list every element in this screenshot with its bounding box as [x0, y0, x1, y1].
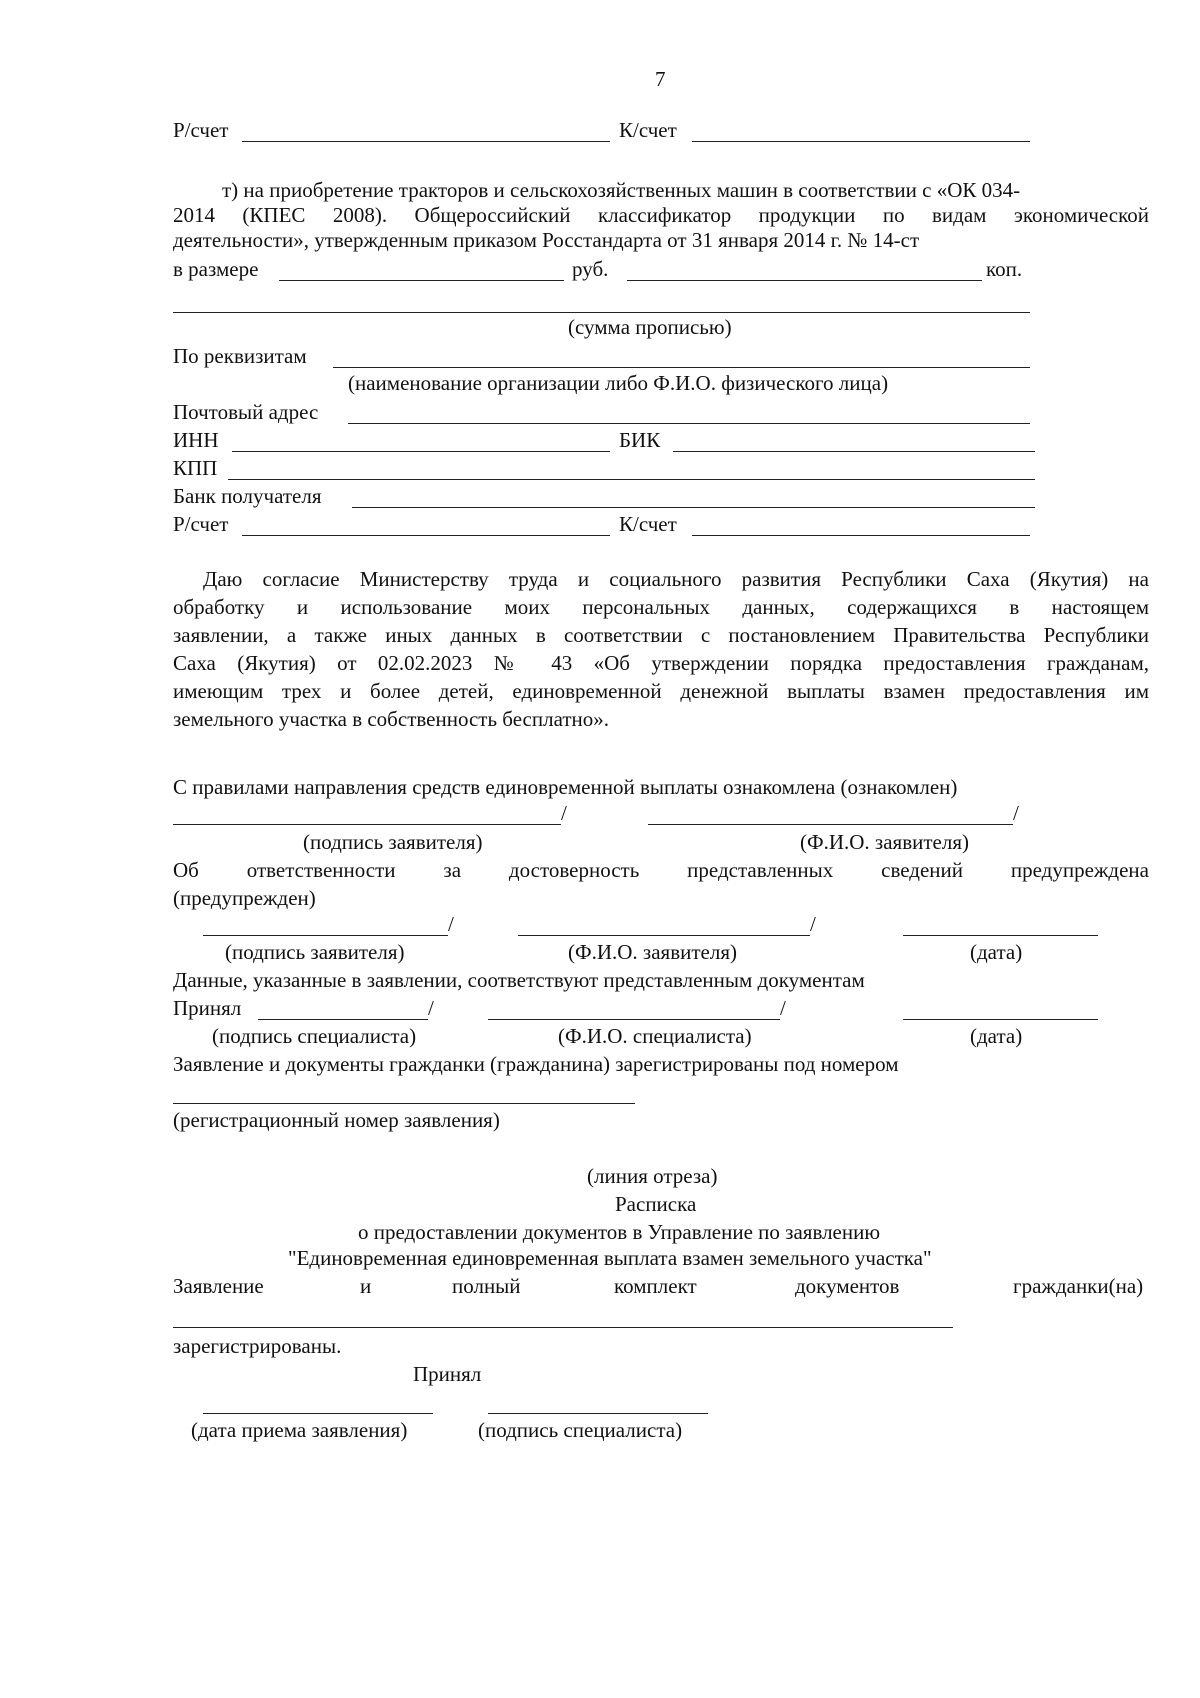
accepted-fio-caption: (Ф.И.О. специалиста) — [558, 1024, 752, 1048]
accepted-signature-caption: (подпись специалиста) — [212, 1024, 417, 1048]
resp-line1: Об ответственности за достоверность представленных сведений предупреждена — [173, 858, 1149, 882]
accepted-prinyal: Принял — [173, 996, 242, 1020]
amount-kop-field — [627, 280, 982, 281]
resp-date-caption: (дата) — [970, 940, 1023, 964]
consent-line4: Саха (Якутия) от 02.02.2023 № 43 «Об утверждении порядка предоставления гражданам, — [173, 651, 1149, 675]
resp-line2: (предупрежден) — [173, 886, 316, 910]
accepted-slash-1: / — [428, 996, 434, 1020]
ks-field — [692, 535, 1030, 536]
consent-line5: имеющим трех и более детей, единовременной денежной выплаты взамен предоставления им — [173, 679, 1149, 703]
sum-words-field — [173, 312, 1030, 313]
receipt-word-5: документов — [795, 1274, 900, 1298]
resp-signature-caption: (подпись заявителя) — [225, 940, 405, 964]
rules-fio-field — [648, 824, 1013, 825]
po-rekvizitam-label: По реквизитам — [173, 344, 307, 368]
ks-field-top — [692, 141, 1030, 142]
receipt-prinyal: Принял — [413, 1362, 482, 1386]
item-t-line3: деятельности», утвержденным приказом Росстандарта от 31 января 2014 г. № 14-ст — [173, 228, 920, 252]
inn-label: ИНН — [173, 428, 219, 452]
receipt-word-1: Заявление — [173, 1274, 264, 1298]
regnum-field — [173, 1103, 635, 1104]
postal-field — [348, 423, 1030, 424]
sum-words-caption: (сумма прописью) — [568, 315, 732, 339]
amount-label: в размере — [173, 257, 259, 281]
resp-date-field — [903, 935, 1098, 936]
accepted-slash-2: / — [780, 996, 786, 1020]
accepted-text: Данные, указанные в заявлении, соответствуют представленным документам — [173, 968, 865, 992]
po-rekvizitam-field — [333, 367, 1030, 368]
resp-signature-field — [203, 935, 448, 936]
receipt-word-6: гражданки(на) — [1013, 1274, 1144, 1298]
kpp-field — [228, 479, 1035, 480]
resp-slash-1: / — [448, 912, 454, 936]
receipt-sub1: о предоставлении документов в Управление по заявлению — [358, 1220, 881, 1244]
rs-field — [242, 535, 610, 536]
receipt-registered: зарегистрированы. — [173, 1334, 342, 1358]
consent-line2: обработку и использование моих персональных данных, содержащихся в настоящем — [173, 595, 1149, 619]
kop-label: коп. — [986, 257, 1023, 281]
rs-field-top — [242, 141, 610, 142]
consent-line1: Даю согласие Министерству труда и социального развития Республики Саха (Якутия) на — [203, 567, 1149, 591]
amount-rub-field — [279, 280, 564, 281]
bik-field — [673, 451, 1035, 452]
bank-label: Банк получателя — [173, 484, 322, 508]
item-t-line2: 2014 (КПЕС 2008). Общероссийский классификатор продукции по видам экономической — [173, 203, 1149, 227]
receipt-citizen-field — [173, 1327, 953, 1328]
receipt-sub2: "Единовременная единовременная выплата взамен земельного участка" — [288, 1246, 932, 1270]
rules-slash-1: / — [561, 801, 567, 825]
postal-label: Почтовый адрес — [173, 400, 319, 424]
resp-slash-2: / — [810, 912, 816, 936]
resp-fio-field — [518, 935, 810, 936]
consent-line6: земельного участка в собственность бесплатно». — [173, 707, 610, 731]
receipt-signature-field — [488, 1413, 708, 1414]
ks-label-top: К/счет — [619, 118, 677, 142]
receipt-date-field — [203, 1413, 433, 1414]
kpp-label: КПП — [173, 456, 218, 480]
ks-label: К/счет — [619, 512, 677, 536]
rules-slash-2: / — [1013, 801, 1019, 825]
rs-label-top: Р/счет — [173, 118, 229, 142]
resp-fio-caption: (Ф.И.О. заявителя) — [568, 940, 737, 964]
receipt-title: Расписка — [615, 1192, 697, 1216]
accepted-date-caption: (дата) — [970, 1024, 1023, 1048]
cut-line-caption: (линия отреза) — [587, 1164, 718, 1188]
accepted-signature-field — [258, 1019, 428, 1020]
accepted-fio-field — [488, 1019, 780, 1020]
rules-signature-caption: (подпись заявителя) — [303, 830, 483, 854]
receipt-signature-caption: (подпись специалиста) — [478, 1418, 683, 1442]
bank-field — [352, 507, 1035, 508]
receipt-word-3: полный — [452, 1274, 521, 1298]
naim-caption: (наименование организации либо Ф.И.О. физического лица) — [348, 371, 889, 395]
rub-label: руб. — [572, 257, 609, 281]
bik-label: БИК — [619, 428, 661, 452]
registered-text: Заявление и документы гражданки (гражданина) зарегистрированы под номером — [173, 1052, 899, 1076]
regnum-caption: (регистрационный номер заявления) — [173, 1108, 500, 1132]
page-number: 7 — [655, 67, 666, 91]
item-t-line1: т) на приобретение тракторов и сельскохозяйственных машин в соответствии с «ОК 034- — [222, 178, 1021, 202]
consent-line3: заявлении, а также иных данных в соответствии с постановлением Правительства Республики — [173, 623, 1149, 647]
accepted-date-field — [903, 1019, 1098, 1020]
rules-text: С правилами направления средств единовременной выплаты ознакомлена (ознакомлен) — [173, 775, 958, 799]
receipt-date-caption: (дата приема заявления) — [191, 1418, 408, 1442]
rules-signature-field — [173, 824, 561, 825]
rules-fio-caption: (Ф.И.О. заявителя) — [800, 830, 969, 854]
rs-label: Р/счет — [173, 512, 229, 536]
receipt-word-4: комплект — [614, 1274, 697, 1298]
inn-field — [232, 451, 610, 452]
receipt-word-2: и — [360, 1274, 372, 1298]
